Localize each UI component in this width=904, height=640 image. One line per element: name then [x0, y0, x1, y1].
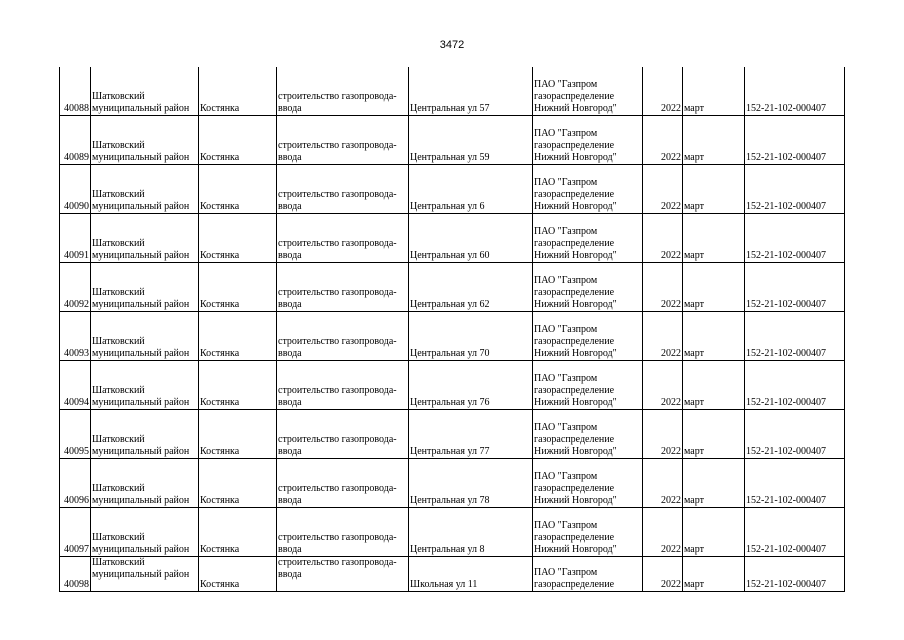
address-cell: Центральная ул 60 [409, 214, 533, 263]
organization-line-1: ПАО "Газпром [534, 275, 598, 286]
year-cell: 2022 [643, 165, 683, 214]
table-row [60, 67, 845, 116]
purpose-line-2: ввода [278, 544, 302, 555]
registration-number-cell: 152-21-102-000407 [745, 263, 845, 312]
month-cell: март [683, 312, 745, 361]
registration-number-cell: 152-21-102-000407 [745, 67, 845, 116]
purpose-line-2: ввода [278, 397, 302, 408]
purpose-cell [277, 67, 409, 116]
organization-line-1: ПАО "Газпром [534, 128, 598, 139]
purpose-line-2: ввода [278, 569, 302, 580]
registry-body [60, 67, 845, 592]
purpose-cell [277, 557, 409, 592]
organization-line-1: ПАО "Газпром [534, 422, 598, 433]
district-cell [91, 557, 199, 592]
district-type: муниципальный район [92, 348, 190, 359]
table-row [60, 410, 845, 459]
month-cell: март [683, 214, 745, 263]
organization-cell [533, 67, 643, 116]
locality-cell: Костянка [199, 67, 277, 116]
record-number: 40090 [60, 165, 91, 214]
district-cell [91, 312, 199, 361]
purpose-cell [277, 116, 409, 165]
organization-cell [533, 361, 643, 410]
year-cell: 2022 [643, 410, 683, 459]
locality-cell: Костянка [199, 165, 277, 214]
record-number: 40095 [60, 410, 91, 459]
district-name: Шатковский [92, 483, 145, 494]
address-cell: Центральная ул 77 [409, 410, 533, 459]
address-cell: Центральная ул 6 [409, 165, 533, 214]
address-cell: Центральная ул 78 [409, 459, 533, 508]
registry-table [59, 67, 845, 592]
address-cell: Школьная ул 11 [409, 557, 533, 592]
organization-line-3: Нижний Новгород" [534, 495, 617, 506]
registration-number-cell: 152-21-102-000407 [745, 361, 845, 410]
organization-line-2: газораспределение [534, 91, 615, 102]
district-type: муниципальный район [92, 152, 190, 163]
purpose-line-2: ввода [278, 299, 302, 310]
organization-line-2: газораспределение [534, 287, 615, 298]
record-number: 40088 [60, 67, 91, 116]
year-cell: 2022 [643, 214, 683, 263]
month-cell: март [683, 557, 745, 592]
organization-line-3: Нижний Новгород" [534, 397, 617, 408]
purpose-cell [277, 214, 409, 263]
organization-cell [533, 312, 643, 361]
month-cell: март [683, 459, 745, 508]
locality-cell: Костянка [199, 410, 277, 459]
district-type: муниципальный район [92, 250, 190, 261]
district-name: Шатковский [92, 336, 145, 347]
organization-line-2: газораспределение [534, 238, 615, 249]
organization-cell [533, 557, 643, 592]
district-name: Шатковский [92, 532, 145, 543]
month-cell: март [683, 116, 745, 165]
purpose-line-1: строительство газопровода- [278, 385, 397, 396]
registration-number-cell: 152-21-102-000407 [745, 214, 845, 263]
record-number: 40098 [60, 557, 91, 592]
organization-line-2: газораспределение [534, 579, 615, 590]
district-name: Шатковский [92, 385, 145, 396]
registration-number-cell: 152-21-102-000407 [745, 508, 845, 557]
table-row [60, 361, 845, 410]
organization-line-1: ПАО "Газпром [534, 79, 598, 90]
purpose-line-1: строительство газопровода- [278, 336, 397, 347]
record-number: 40089 [60, 116, 91, 165]
organization-line-2: газораспределение [534, 140, 615, 151]
organization-line-3: Нижний Новгород" [534, 348, 617, 359]
table-row [60, 165, 845, 214]
organization-line-3: Нижний Новгород" [534, 250, 617, 261]
year-cell: 2022 [643, 263, 683, 312]
purpose-line-2: ввода [278, 201, 302, 212]
district-type: муниципальный район [92, 544, 190, 555]
district-name: Шатковский [92, 287, 145, 298]
purpose-line-2: ввода [278, 250, 302, 261]
year-cell: 2022 [643, 312, 683, 361]
organization-line-1: ПАО "Газпром [534, 177, 598, 188]
locality-cell: Костянка [199, 263, 277, 312]
record-number: 40096 [60, 459, 91, 508]
organization-cell [533, 410, 643, 459]
organization-line-2: газораспределение [534, 483, 615, 494]
purpose-line-2: ввода [278, 103, 302, 114]
record-number: 40091 [60, 214, 91, 263]
district-cell [91, 459, 199, 508]
district-name: Шатковский [92, 238, 145, 249]
month-cell: март [683, 361, 745, 410]
purpose-line-2: ввода [278, 446, 302, 457]
district-name: Шатковский [92, 189, 145, 200]
registration-number-cell: 152-21-102-000407 [745, 557, 845, 592]
year-cell: 2022 [643, 557, 683, 592]
district-cell [91, 214, 199, 263]
organization-line-1: ПАО "Газпром [534, 520, 598, 531]
purpose-line-1: строительство газопровода- [278, 532, 397, 543]
organization-cell [533, 508, 643, 557]
organization-line-2: газораспределение [534, 189, 615, 200]
registration-number-cell: 152-21-102-000407 [745, 410, 845, 459]
purpose-line-1: строительство газопровода- [278, 91, 397, 102]
locality-cell: Костянка [199, 361, 277, 410]
district-type: муниципальный район [92, 103, 190, 114]
district-type: муниципальный район [92, 446, 190, 457]
registration-number-cell: 152-21-102-000407 [745, 312, 845, 361]
purpose-line-1: строительство газопровода- [278, 483, 397, 494]
district-name: Шатковский [92, 140, 145, 151]
record-number: 40094 [60, 361, 91, 410]
organization-cell [533, 165, 643, 214]
purpose-cell [277, 361, 409, 410]
record-number: 40097 [60, 508, 91, 557]
locality-cell: Костянка [199, 312, 277, 361]
district-cell [91, 410, 199, 459]
address-cell: Центральная ул 8 [409, 508, 533, 557]
organization-line-3: Нижний Новгород" [534, 544, 617, 555]
table-row [60, 557, 845, 592]
district-cell [91, 67, 199, 116]
district-name: Шатковский [92, 434, 145, 445]
district-type: муниципальный район [92, 299, 190, 310]
organization-line-2: газораспределение [534, 434, 615, 445]
organization-line-1: ПАО "Газпром [534, 324, 598, 335]
district-cell [91, 361, 199, 410]
purpose-line-1: строительство газопровода- [278, 140, 397, 151]
registration-number-cell: 152-21-102-000407 [745, 116, 845, 165]
locality-cell: Костянка [199, 557, 277, 592]
organization-line-2: газораспределение [534, 336, 615, 347]
locality-cell: Костянка [199, 116, 277, 165]
district-type: муниципальный район [92, 569, 190, 580]
organization-line-3: Нижний Новгород" [534, 103, 617, 114]
district-name: Шатковский [92, 91, 145, 102]
table-row [60, 312, 845, 361]
purpose-cell [277, 312, 409, 361]
purpose-cell [277, 508, 409, 557]
district-type: муниципальный район [92, 201, 190, 212]
purpose-line-1: строительство газопровода- [278, 189, 397, 200]
organization-line-2: газораспределение [534, 385, 615, 396]
district-cell [91, 263, 199, 312]
month-cell: март [683, 67, 745, 116]
purpose-line-2: ввода [278, 348, 302, 359]
purpose-line-1: строительство газопровода- [278, 434, 397, 445]
organization-cell [533, 263, 643, 312]
organization-line-3: Нижний Новгород" [534, 446, 617, 457]
year-cell: 2022 [643, 67, 683, 116]
organization-line-3: Нижний Новгород" [534, 152, 617, 163]
organization-cell [533, 459, 643, 508]
table-row [60, 459, 845, 508]
table-row [60, 508, 845, 557]
year-cell: 2022 [643, 508, 683, 557]
locality-cell: Костянка [199, 459, 277, 508]
organization-line-3: Нижний Новгород" [534, 201, 617, 212]
year-cell: 2022 [643, 116, 683, 165]
table-row [60, 214, 845, 263]
month-cell: март [683, 165, 745, 214]
address-cell: Центральная ул 76 [409, 361, 533, 410]
purpose-cell [277, 459, 409, 508]
purpose-cell [277, 410, 409, 459]
table-row [60, 116, 845, 165]
page-number: 3472 [439, 39, 465, 51]
year-cell: 2022 [643, 361, 683, 410]
registration-number-cell: 152-21-102-000407 [745, 165, 845, 214]
year-cell: 2022 [643, 459, 683, 508]
district-type: муниципальный район [92, 397, 190, 408]
purpose-line-1: строительство газопровода- [278, 238, 397, 249]
address-cell: Центральная ул 57 [409, 67, 533, 116]
district-type: муниципальный район [92, 495, 190, 506]
organization-line-3: Нижний Новгород" [534, 299, 617, 310]
organization-line-1: ПАО "Газпром [534, 567, 598, 578]
record-number: 40092 [60, 263, 91, 312]
organization-line-1: ПАО "Газпром [534, 373, 598, 384]
district-name: Шатковский [92, 557, 145, 568]
organization-cell [533, 116, 643, 165]
month-cell: март [683, 263, 745, 312]
table-row [60, 263, 845, 312]
purpose-line-2: ввода [278, 495, 302, 506]
address-cell: Центральная ул 62 [409, 263, 533, 312]
address-cell: Центральная ул 59 [409, 116, 533, 165]
organization-cell [533, 214, 643, 263]
purpose-line-1: строительство газопровода- [278, 557, 397, 568]
address-cell: Центральная ул 70 [409, 312, 533, 361]
organization-line-1: ПАО "Газпром [534, 471, 598, 482]
district-cell [91, 165, 199, 214]
purpose-line-1: строительство газопровода- [278, 287, 397, 298]
month-cell: март [683, 410, 745, 459]
purpose-cell [277, 263, 409, 312]
month-cell: март [683, 508, 745, 557]
district-cell [91, 508, 199, 557]
purpose-cell [277, 165, 409, 214]
registration-number-cell: 152-21-102-000407 [745, 459, 845, 508]
organization-line-2: газораспределение [534, 532, 615, 543]
record-number: 40093 [60, 312, 91, 361]
purpose-line-2: ввода [278, 152, 302, 163]
organization-line-1: ПАО "Газпром [534, 226, 598, 237]
locality-cell: Костянка [199, 214, 277, 263]
locality-cell: Костянка [199, 508, 277, 557]
district-cell [91, 116, 199, 165]
